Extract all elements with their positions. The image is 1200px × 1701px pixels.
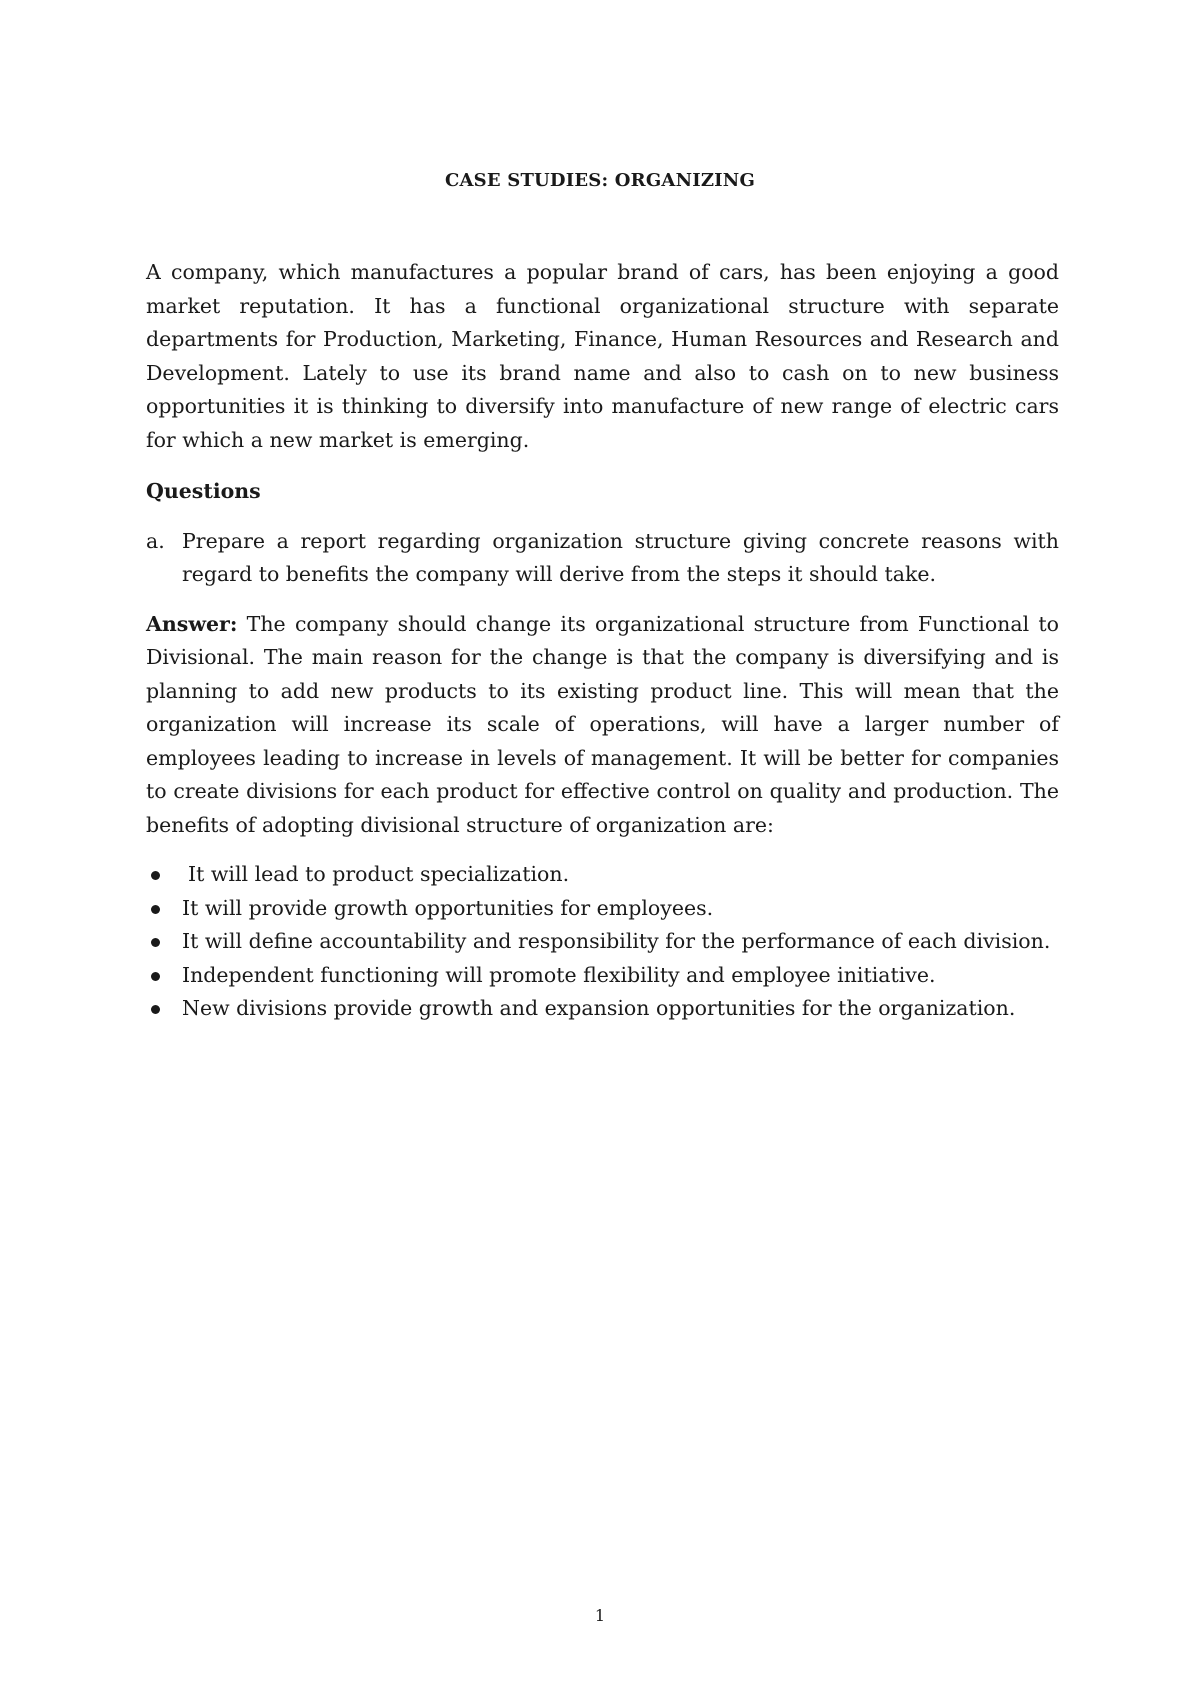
bullet-icon	[146, 992, 182, 1026]
bullet-text: Independent functioning will promote flexibility and employee initiative.	[182, 962, 936, 987]
question-label: a.	[146, 528, 165, 553]
page-title: CASE STUDIES: ORGANIZING	[444, 170, 756, 191]
list-item	[146, 892, 1059, 926]
page-number: 1	[594, 1606, 606, 1625]
answer-paragraph	[146, 608, 1059, 843]
bullet-icon	[146, 892, 182, 926]
bullet-text: It will define accountability and responsibility for the performance of each division.	[182, 929, 1051, 953]
bullet-text: It will provide growth opportunities for employees.	[182, 895, 714, 920]
question-text: Prepare a report regarding organization structure giving concrete reasons with regard to benefits the company will derive from the steps it should take.	[182, 528, 1059, 586]
answer-label: Answer:	[146, 611, 238, 636]
document-body	[146, 256, 1059, 1026]
list-item	[146, 858, 1059, 892]
bullet-icon	[146, 925, 182, 959]
list-item	[146, 959, 1059, 993]
list-item	[146, 925, 1059, 959]
bullet-text: It will lead to product specialization.	[188, 862, 570, 886]
bullet-text: New divisions provide growth and expansion opportunities for the organization.	[182, 996, 1016, 1020]
questions-heading: Questions	[146, 479, 261, 503]
question-item	[146, 525, 1059, 592]
list-item	[146, 992, 1059, 1026]
bullet-icon	[146, 959, 182, 993]
bullet-icon	[146, 858, 182, 892]
intro-paragraph: A company, which manufactures a popular brand of cars, has been enjoying a good market reputation. It has a functional organizational structure with separate departments for Production, Marketing, Finance, Human Resources and Research and Development. Lately to use its brand name and also to cash on to new business opportunities it is thinking to diversify into manufacture of new range of electric cars for which a new market is emerging.	[146, 260, 1059, 452]
answer-text: The company should change its organizational structure from Functional to Divisional. The main reason for the change is that the company is diversifying and is planning to add new products to its existing product line. This will mean that the organization will increase its scale of operations, will have a larger number of employees leading to increase in levels of management. It will be better for companies to create divisions for each product for effective control on quality and production. The benefits of adopting divisional structure of organization are:	[146, 611, 1059, 837]
benefits-list	[146, 858, 1059, 1026]
